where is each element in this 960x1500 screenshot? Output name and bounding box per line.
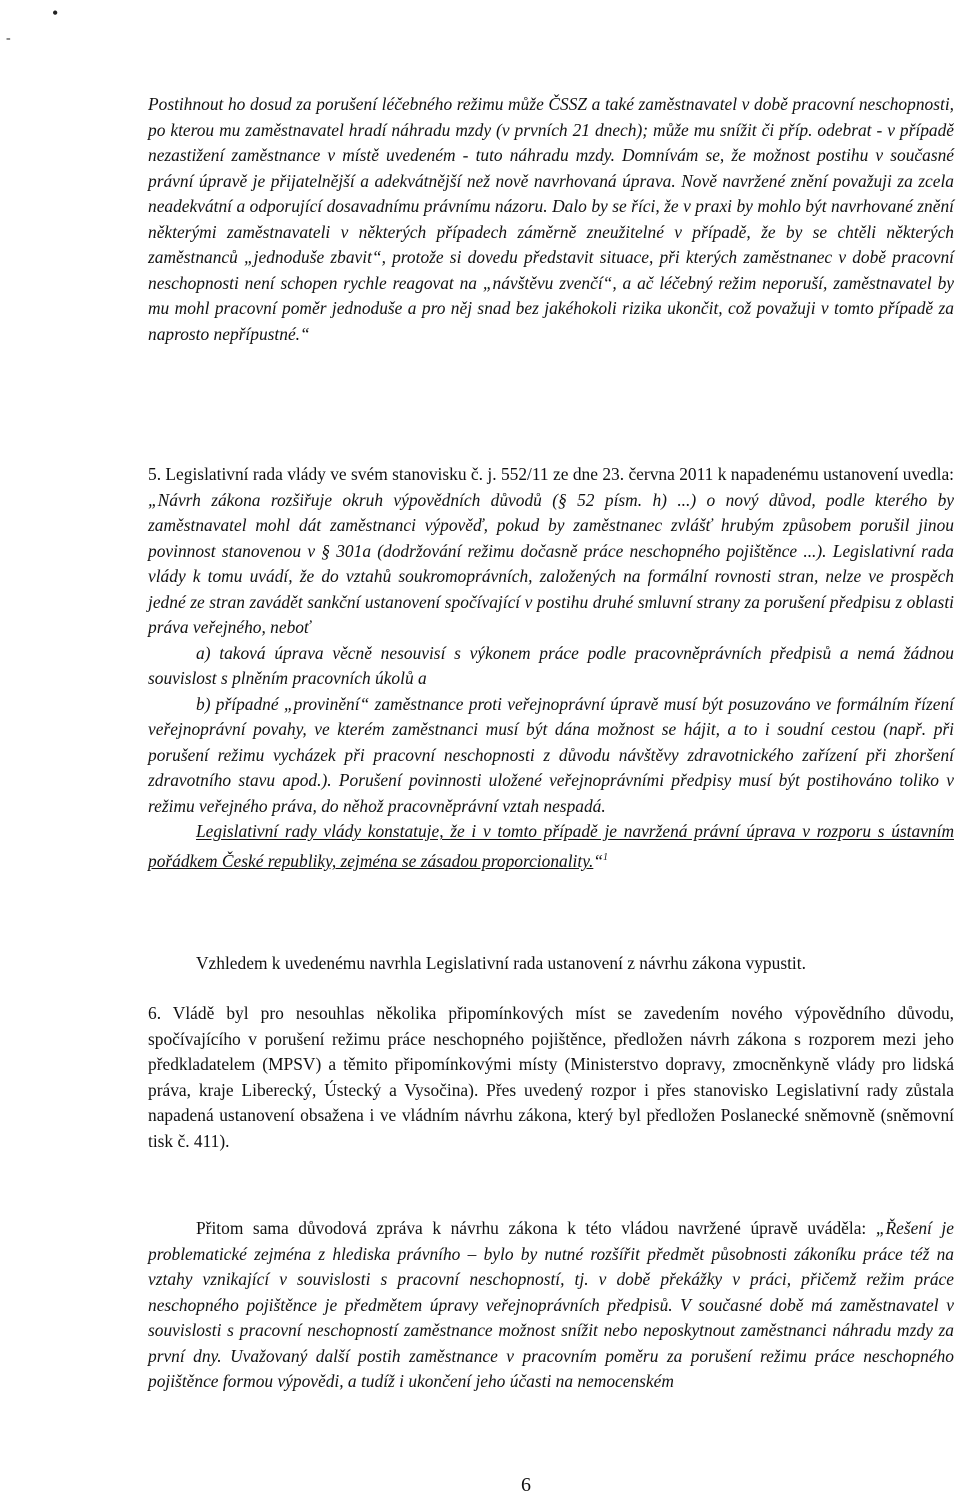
page-number: 6 (521, 1474, 531, 1496)
footnote-mark: 1 (603, 851, 608, 863)
council-conclusion-paragraph: Vzhledem k uvedenému navrhla Legislativní rada ustanovení z návrhu zákona vypustit. (196, 953, 806, 973)
final-lead: Přitom sama důvodová zpráva k návrhu zákona k této vládou navržené úpravě uváděla: (196, 1218, 876, 1238)
corner-dash: - (6, 31, 11, 46)
item-5-point-b: b) případné „provinění“ zaměstnance proti veřejnoprávní úpravě musí být posuzováno ve formálním řízení veřejnoprávní povahy, ve kterém zaměstnanci musí být dána možnost se hájit, a to i soudní cestou (např. při porušení režimu vycházek při pracovní neschopnosti z důvodu návštěvy zdravotnického zařízení při zhoršení zdravotního stavu apod.). Porušení povinnosti uložené veřejnoprávními předpisy musí být postihováno toliko v režimu veřejného práva, do něhož pracovněprávní vztah nespadá. (148, 693, 954, 816)
final-quote: „Řešení je problematické zejména z hlediska právního – bylo by nutné rozšířit předmět působnosti zákoníku práce též na vztahy vznikající v souvislosti s pracovní neschopností, tj. v době překážky v práci, přičemž režim práce neschopného pojištěnce je předmětem úpravy veřejnoprávních předpisů. V současné době má zaměstnavatel v souvislosti s pracovní neschopností zaměstnance možnost snížit nebo neposkytnout zaměstnanci náhradu mzdy za první dny. Uvažovaný další postih zaměstnance v pracovním poměru za porušení režimu práce neschopného pojištěnce formou výpovědi, a tudíž i ukončení jeho účasti na nemocenském (148, 1218, 954, 1391)
item-5-quote: „Návrh zákona rozšiřuje okruh výpovědních důvodů (§ 52 písm. h) ...) o nový důvod, podle kterého by zaměstnavatel mohl dát zaměstnanci výpověď, pokud by zaměstnanec zvlášť hrubým způsobem porušil jinou povinnost stanovenou v § 301a (dodržování režimu dočasně práce neschopného pojištěnce ...). Legislativní rada vlády k tomu uvádí, že do vztahů soukromoprávních, založených na formální rovnosti stran, nelze ve prospěch jedné ze stran zavádět sankční ustanovení spočívající v postihu druhé smluvní strany za porušení předpisu z oblasti práva veřejného, neboť (148, 489, 954, 637)
item-5-lead: 5. Legislativní rada vlády ve svém stanovisku č. j. 552/11 ze dne 23. června 2011 k napadenému ustanovení uvedla: (148, 464, 954, 484)
item-5-conclusion (148, 819, 954, 874)
quoted-opinion-paragraph: Postihnout ho dosud za porušení léčebného režimu může ČSSZ a také zaměstnavatel v době pracovní neschopnosti, po kterou mu zaměstnavatel hradí náhradu mzdy (v prvních 21 dnech); může mu snížit či příp. odebrat - v případě nezastižení zaměstnance v místě uvedeném - tuto náhradu mzdy. Domnívám se, že možnost postihu v současné právní úpravě je přijatelnější a adekvátnější než nově navrhovaná úprava. Nově navržené znění považuji za zcela neadekvátní a odporující dosavadnímu právnímu názoru. Dalo by se říci, že v praxi by mohlo být navrhované znění některými zaměstnavateli v některých případech záměrně zneužitelné v případě, že by se chtěli některých zaměstnanců „jednoduše zbavit“, protože si dovedu představit situace, při kterých zaměstnanec v době pracovní neschopnosti není schopen rychle reagovat na „návštěvu zvenčí“, a ač léčebný režim neporuší, zaměstnavatel by mu mohl pracovní poměr jednoduše a pro něj snad bez jakéhokoli rizika ukončit, což považuji v tomto případě za naprosto nepřípustné.“ (148, 94, 954, 344)
item-6-paragraph: 6. Vládě byl pro nesouhlas několika připomínkových míst se zavedením nového výpovědního důvodu, spočívajícího v porušení režimu práce neschopného pojištěnce, předložen návrh zákona s rozporem mezi jeho předkladatelem (MPSV) a těmito připomínkovými místy (Ministerstvo dopravy, zmocněnkyně vlády pro lidská práva, kraje Liberecký, Ústecký a Vysočina). Přes uvedený rozpor i přes stanovisko Legislativní rady zůstala napadená ustanovení obsažena i ve vládním návrhu zákona, který byl předložen Poslanecké sněmovně (sněmovní tisk č. 411). (148, 1003, 954, 1151)
corner-dot: • (52, 3, 59, 23)
item-5-point-a: a) taková úprava věcně nesouvisí s výkonem práce podle pracovněprávních předpisů a nemá žádnou souvislost s plněním pracovních úkolů a (148, 642, 954, 688)
item-5-section (148, 462, 954, 874)
final-paragraph (148, 1216, 954, 1395)
item-5-close-quote: “ (593, 850, 603, 871)
item-5-underlined-statement: Legislativní rady vlády konstatuje, že i v tomto případě je navržená právní úprava v rozporu s ústavním pořádkem České republiky, zejména se zásadou proporcionality. (148, 821, 954, 871)
